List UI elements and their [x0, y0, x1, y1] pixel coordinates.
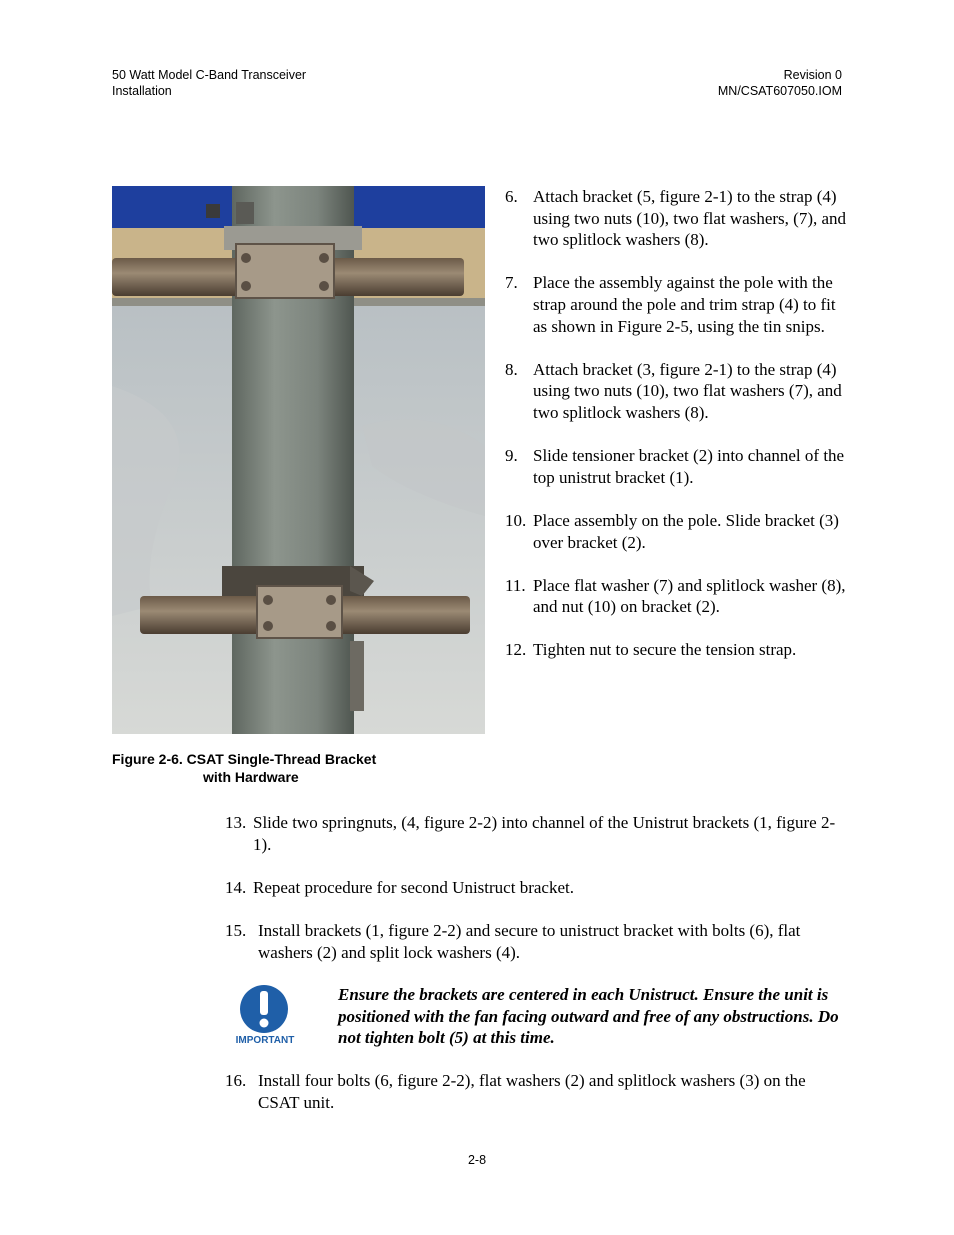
step-6 — [499, 186, 849, 251]
step-8 — [499, 359, 849, 424]
step-9 — [499, 445, 849, 488]
step-7 — [499, 272, 849, 337]
step-text: Repeat procedure for second Unistruct bracket. — [253, 877, 574, 897]
important-icon-label: IMPORTANT — [235, 1035, 295, 1046]
procedure-steps-right — [499, 186, 849, 683]
procedure-steps-lower — [225, 812, 845, 985]
running-header-right — [718, 67, 842, 99]
step-number: 10. — [505, 510, 527, 530]
step-12 — [499, 639, 849, 661]
step-number: 9. — [505, 446, 518, 466]
step-number: 12. — [505, 640, 527, 660]
step-number: 13. — [225, 813, 247, 832]
step-text: Place assembly on the pole. Slide bracket (3) over bracket (2). — [533, 510, 839, 552]
step-number: 8. — [505, 359, 518, 379]
step-text: Attach bracket (5, figure 2-1) to the strap (4) using two nuts (10), two flat washers, (7), and two splitlock washers (8). — [533, 187, 847, 250]
important-note: Ensure the brackets are centered in each Unistruct. Ensure the unit is positioned with the fan facing outward and free of any obstructions. Do not tighten bolt (5) at this time. — [338, 985, 839, 1048]
figure-caption-line1: Figure 2-6. CSAT Single-Thread Bracket — [112, 751, 377, 767]
header-revision: Revision 0 — [783, 68, 842, 82]
step-number: 16. — [225, 1071, 247, 1090]
step-text: Slide two springnuts, (4, figure 2-2) into channel of the Unistrut brackets (1, figure 2-1). — [253, 813, 836, 854]
step-16 — [225, 1070, 845, 1135]
header-section: Installation — [112, 84, 172, 98]
figure-caption-line2: with Hardware — [203, 769, 299, 785]
step-11 — [499, 575, 849, 618]
step-number: 6. — [505, 187, 518, 206]
step-15 — [225, 920, 845, 963]
step-13 — [225, 812, 845, 855]
step-number: 7. — [505, 273, 518, 293]
bracket-photo — [112, 186, 485, 734]
step-number: 15. — [225, 920, 247, 940]
running-header-left — [112, 67, 306, 99]
step-text: Install brackets (1, figure 2-2) and secure to unistruct bracket with bolts (6), flat washers (2) and split lock washers (4). — [258, 920, 801, 962]
important-icon — [232, 983, 298, 1047]
figure-caption — [112, 750, 376, 786]
page-number: 2-8 — [467, 1153, 487, 1167]
step-text: Tighten nut to secure the tension strap. — [533, 640, 797, 660]
step-text: Place flat washer (7) and splitlock washer (8), and nut (10) on bracket (2). — [533, 575, 846, 617]
step-text: Place the assembly against the pole with the strap around the pole and trim strap (4) to fit as shown in Figure 2-5, using the tin snips. — [533, 273, 836, 336]
step-text: Attach bracket (3, figure 2-1) to the strap (4) using two nuts (10), two flat washers (7), and two splitlock washers (8). — [533, 359, 842, 422]
step-text: Slide tensioner bracket (2) into channel of the top unistrut bracket (1). — [533, 446, 845, 487]
step-number: 14. — [225, 877, 247, 897]
header-doc-number: MN/CSAT607050.IOM — [717, 84, 842, 98]
step-number: 11. — [505, 575, 526, 595]
header-title: 50 Watt Model C-Band Transceiver — [112, 68, 307, 82]
step-10 — [499, 510, 849, 553]
step-14 — [225, 877, 845, 899]
step-text: Install four bolts (6, figure 2-2), flat washers (2) and splitlock washers (3) on the CSAT unit. — [258, 1071, 806, 1112]
